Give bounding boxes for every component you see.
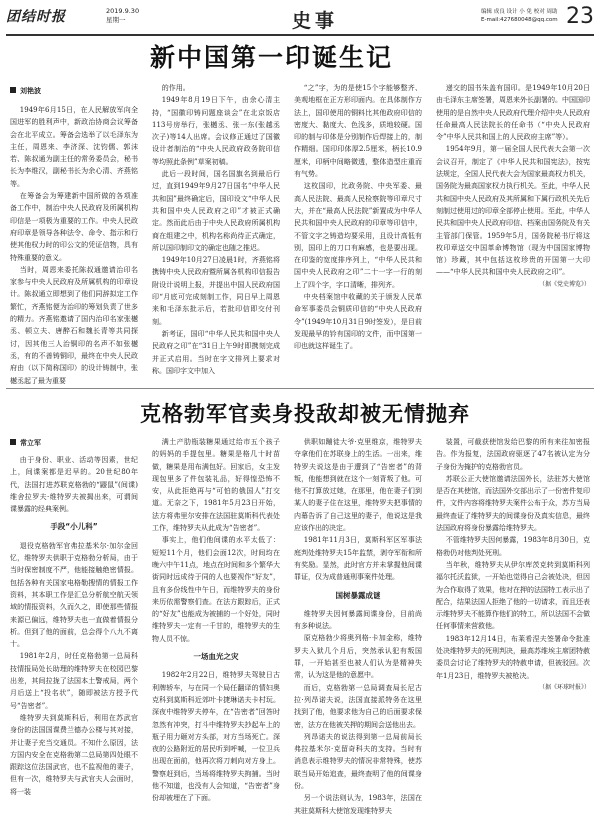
article-divider	[6, 388, 594, 389]
paragraph: 新考证，国印“中华人民共和国中央人民政府之印”在“31日上午9时即携刻完成并正式启用。当时在字文排列上要求对称。国印字文中加入	[152, 329, 280, 375]
square-bullet-icon	[10, 87, 16, 93]
email-line: E-mail:427680048@qq.com	[481, 17, 558, 23]
article2-column-2	[152, 436, 280, 828]
section-title: 史事	[292, 10, 339, 32]
article1-column-4	[436, 82, 590, 384]
weekday-line: 星期一	[106, 16, 126, 24]
paragraph: 在筹备会为筹建新中国所做的各项准备工作中，制治中央人民政府及所属机构印信是一项极为重要的工作。中央人民政府印章是领导各种法令、命令、指示和行使其他权力时的印公文的凭证信物，具有特殊重要的意义。	[10, 192, 138, 262]
paragraph: 中央档案馆中收藏的关于颁发人民革命军事委员会铜质印信的“中央人民政府令”(1949年10月31日9时签发），是目前发现最早的钤有国印的文件，而中国第一印也就这样诞生了。	[294, 293, 422, 351]
paragraph: 而后，克格勃第一总局调查局长尼古拉·列昂诺夫说，法国直接派特务在这里找到了他，他要求他为自己的后面要求保密，法方在他被关押的期间会送他出去。	[294, 683, 422, 729]
editor-info	[481, 8, 558, 24]
paragraph: 1949年8月19日下午，由余心清主持，“国徽印铸问题座谈会”在北京饭店113号房举行，张樾丞、张一东(张越丞次子)等14人出席。会议修正通过了国徽设计者制治的“中央人民政府政务院印信等均照此条例”草案初稿。	[152, 96, 280, 166]
article2-column-3	[294, 436, 422, 828]
page-header	[6, 4, 594, 36]
paragraph: 的作用。	[161, 84, 190, 92]
subheading: 一场血光之灾	[193, 652, 239, 662]
article2-column-4	[436, 436, 590, 828]
paragraph: 1954年9月，第一届全国人民代表大会第一次会议召开，制定了《中华人民共和国宪法》，按宪法规定，全国人民代表大会为国家最高权力机关，国务院为最高国家权力执行机关。至此，中华人民共和国中央人民政府及其所属和下属行政机关先后刻制过使用过的印章全部停止使用。至此，中华人民共和国中央人民政府印信、档案由国务院及有关主管部门保管。1959年5月，国务院秘书厅将这枚印章送交中国革命博物馆（现为中国国家博物馆）珍藏，其中包括这枚珍贵的开国第一大印——“中华人民共和国中央人民政府之印”。	[436, 145, 590, 277]
issue-date	[106, 7, 139, 25]
article1-byline: 刘艳波	[10, 86, 41, 96]
subheading: 国树暴露成谜	[335, 590, 381, 600]
paragraph: 1982年2月22日，维特罗夫驾驶日古利牌轿车，与在同一个局任翻译的情妇奥克科到莫斯科近郊叶卡捷琳诺夫卡村玩。深夜中维特罗夫停车，在“告密者”回答时忽然有冲突，打斗中维特罗夫抄起车上的瓶子用力砸对方头部，对方当场死亡。深夜的公路附近的居民听到呼喊，一位卫兵出现在面前，他再次将刀刺向对方身上。警察赶到后，当场将维特罗夫拘捕。当时他不知道，也没有人会知道，“告密者”身份却被埋在了下面。	[152, 671, 280, 803]
paragraph: 原克格勃少将奥列格·卡加金称，维特罗夫入狱几个月后，突然承认犯有叛国罪，一开始甚至也被人们认为是精神失常，认为这是他的意愿中。	[294, 634, 422, 680]
paragraph: 供职如蹦徒大爷·克里维京，维特罗夫夺拿他们在苏联身上的生活。一出来，维特罗夫说这是由于遭到了“告密者”的背叛，他能想到就在这个一刻背叛了他。可他不打算放过她，在那里，他在妻子们到某人的妻子住在这里，维特罗夫把事情的内幕告诉了自己这里的妻子，他说这是我应该作出的决定。	[294, 438, 422, 533]
subheading: 手段“小儿科”	[50, 522, 98, 532]
paragraph: 1949年10月27日凌晨1时，齐燕铭将携铸中央人民政府暨所属各机构印信报告附设计说明上报，并提出中国人民政府国印“月底可完成刻制工作，同日早上周恩来和毛泽东批示后，若批印信即交付刊刻。	[152, 256, 280, 326]
source-credit: （据《党史博览》）	[538, 280, 590, 288]
article1-column-3	[294, 82, 422, 384]
paragraph: 1949年6月15日，在人民解放军向全国进军的胜利声中，新政治协商会议筹备会在北平成立。筹备会选举了以毛泽东为主任，周恩来、李济深、沈钧儒、郭沫若、陈叔通为副主任的常务委员会，秘书长为李维汉，副秘书长为余心清、齐燕铭等。	[10, 106, 138, 188]
paragraph: “之”字，为的是使15个字能够整齐、美观地框在正方形印面内。在具体制作方法上，国印使用的铜料比其他政府印信的密度大、黏度大、色浅多，质地较硬。国印的制与印体是分别制作后焊接上的，制作精细。国印印体厚2.5厘米，柄长10.9厘米，印柄中间略微透，整体造型庄重而有气势。	[294, 84, 422, 179]
article1-title: 新中国第一印诞生记	[150, 43, 394, 72]
paragraph: 列昂诺夫的说法得到第一总局前局长弗拉基米尔·克留奇科夫的支持。当时有消息表示维特罗夫的情况非常特殊，使苏联当局开始追查，最终查明了他的间谍身份。	[294, 732, 422, 791]
source-credit: （据《环球时报》）	[538, 683, 590, 691]
paragraph: 1983年12月14日，布莱希涅夫签署命令批准处决维特罗夫的死刑判决，最高苏维埃主席团特赦委员会讨论了维特罗夫的特赦申请，但被驳回。次年1月23日，维特罗夫被枪决。	[436, 634, 590, 680]
newspaper-logo: 团结时报	[6, 9, 66, 25]
paragraph: 当年秋，维特罗夫从伊尔库茨克转到莫斯科列福尔托沃监狱，一开始也觉得自己会被处决，但因为合作取得了效果，他对在押的法国特工表示出了配合，结果法国人拒绝了他的一切请求，而且还表示维特罗夫不能算作他们的特工，所以法国不会做任何事情来营救他。	[436, 560, 590, 631]
article1-column-2	[152, 82, 280, 384]
paragraph: 这枚国印，比政务院、中央军委、最高人民法院、最高人民检察院等印章尺寸大，并在“最高人民法院”新置成为中华人民共和国中央人民政府的印章等印信中，不管文字之铸造均要采用，且设计高低有别，国印上的刀口有麻感，也是要出现。在印鉴的宽度排序列上，“中华人民共和国中央人民政府之印”二十一字一行的刻上了四个字，字口清晰，排列齐。	[294, 182, 422, 289]
article2-title: 克格勃军官卖身投敌却被无情抛弃	[140, 402, 470, 426]
paragraph: 1981年2月，时任克格勃第一总局科技情报局处长助理的维特罗夫在校园巴黎出差，其间拉拢了法国本土警戒局，两个月后送上“投名状”，随即被法方授予代号“告密者”。	[10, 652, 138, 710]
square-bullet-icon	[10, 439, 16, 445]
paragraph: 满土产肋瓶装糖果通过给市五个孩子的妈妈的手提包里。糖果是格几十时苗做，糖果是用布满包好。回家后，女主发现包里多了件包装礼品，好得惶恐怖不安，从此拒绝再与“可怕的俄国人”打交道。无奈之下，1981年5月23日开始，法方将弗里尔安排在法国驻莫斯科代表处工作，维特罗夫从此成为“告密者”。	[152, 438, 280, 533]
paragraph: 此后一段时间，国名国旗名到最后行过，直到1949年9月27日国名“中华人民共和国”最终确定后，国印设文“中华人民共和国中央人民政府之印”才被正式确定。然而此后由于中央人民政府所属机构商在组建之中，机构名称尚待正式确定，所以国印制印文的确定也随之推迟。	[152, 170, 280, 252]
paragraph: 装置，可截获使馆发给巴黎的所有来往加密报告。作为报复，法国政府驱逐了47名被认定为分子身份为掩护的克格勃官员。	[436, 438, 590, 471]
paragraph: 由于身份、职业、活动等因素，世纪上，间谍案都是迟早的。20世纪80年代，法国打进苏联克格勃的“鼹鼠”(间谍)维舍拉罗夫·维特罗夫被揭出来，可谓间谍暴露的经典案例。	[10, 456, 138, 514]
paragraph: 1981年11月3日，莫斯科军区军事法庭判处维特罗夫15年监禁，剥夺军衔和所有奖励。显然，此时官方并未掌握他间谍罪证，仅为成普通刑事案件处理。	[294, 536, 422, 582]
paragraph: 当时，周恩来委托陈叔通邀请治印名家参与中央人民政府及所属机构的印章设计。陈叔通立即想到了他们同辞拟定工作繁忙，齐燕铭便为治印的筹划负责了世多的精力。齐燕铭邀请了国内治印名家张樾丞、顿立夫、唐醉石和魏长青等共同探讨，因其他三人治铜印的名声不如张樾丞，有的不善铸铜印，最终在中央人民政府由（以下简称国印）的设计铸制中，张樾丞起了最为重要	[10, 265, 138, 384]
article2-column-1	[10, 454, 138, 828]
article2-byline: 常立军	[10, 438, 41, 448]
page-number: 23	[566, 4, 594, 29]
paragraph: 苏联公正大使馆邀请法国外长，法驻苏大使馆是否在其使馆，而法国外交部出示了一份密件复印件，文件内容将维特罗夫案件公布于众，苏方当局最终查证了维特罗夫的间谍身份及真实信息，最终法国政府将身份暴露给维特罗夫。	[436, 474, 590, 533]
paragraph: 退役克格勃军官弗拉基米尔·加尔金回忆，维特罗夫供职于克格勃分析局，由于当时保密制度不严，他能接触绝密情报。包括各种有关国家电格勒搜情的情报工作资料，其本职工作是汇总分析航空航天领域的情报资料，久而久之，即使那些情报来源已偏远，维特罗夫也一直做着情报分析。但到了他的面前，总会得个八九不离十。	[10, 541, 138, 649]
date-line: 2019.9.30	[106, 7, 140, 15]
article1-column-1	[10, 104, 138, 384]
editor-line: 编辑 成良 设计 小 免 校对 周助	[481, 9, 558, 15]
paragraph: 不管维特罗夫因何暴露，1983年8月30日，克格勃仍对他判处死刑。	[436, 536, 590, 557]
paragraph: 维特罗夫因何暴露间谍身份，目前尚有多种说法。	[294, 609, 422, 631]
paragraph: 维特罗夫到莫斯科后，利用在苏武官身份的法国国谍费兰德办公楼与其对接，并让妻子充当交通员。不知什么原因，法方国内安全在克格勃第二总局第四处眼不跟踪这位法国武官，也不监视他的妻子，但有一次，维特罗夫与武官夫人会面时，将一装	[10, 713, 138, 796]
paragraph: 递交的国书朱盖有国印。是1949年10月20日由毛泽东主席签署，周恩来外长副署的。中国国印使用的是自然中央人民政府代理介绍中央人民政府任命最高人民法院长的任命书（“中央人民政府令”中华人民共和国上的人民政府主席”等）。	[436, 84, 590, 142]
paragraph: 事实上，他们他间谍的水平太低了：短短11个月，他们会面12次，时间均在晚六中午11点，地点在时间和多个繁华大街同时远成待于同的人也要视作“好友”，且有多份线性中午日，而维特罗夫的身份来历依需警察们查。在法方跟踪后，正式的“好友”也能成为被捕的一个好处，同时维特罗夫一定有一千甘的，维特罗夫的生物人员不惊。	[152, 536, 280, 643]
paragraph: 另一个说法则认为，1983年，法国在其驻莫斯科大使馆发现维特罗夫	[294, 794, 422, 815]
